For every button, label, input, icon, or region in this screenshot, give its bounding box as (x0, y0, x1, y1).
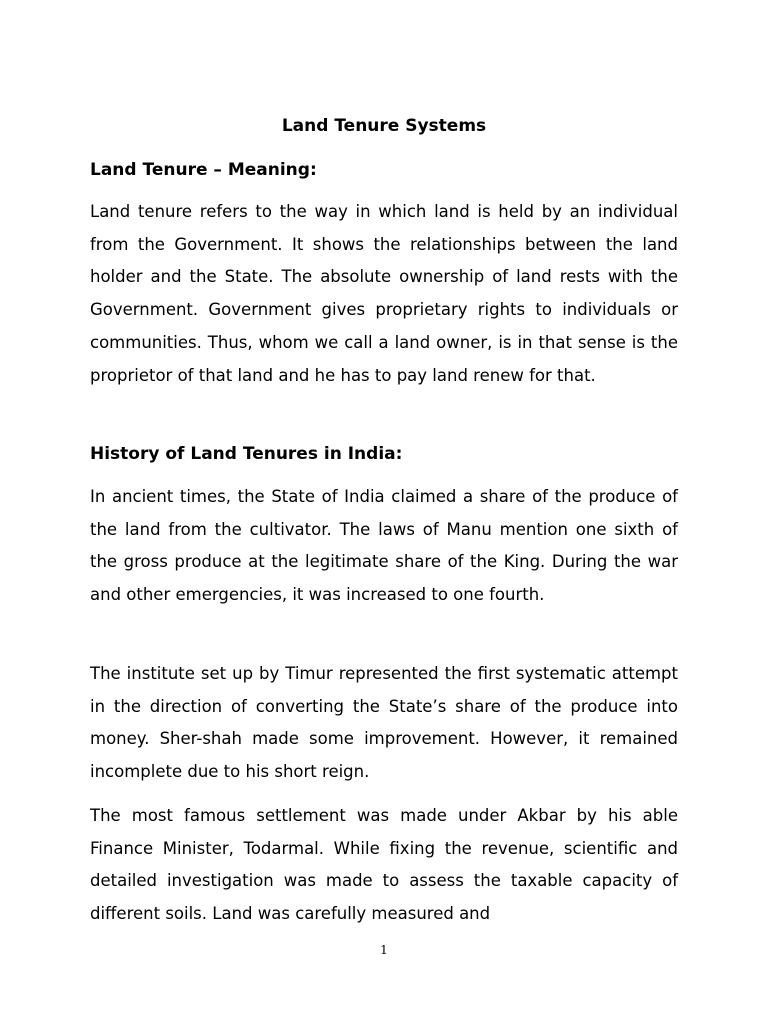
paragraph-land-tenure-meaning: Land tenure refers to the way in which land is held by an individual from the Government. It shows the relationships between the land holder and the State. The absolute ownership of land rests with the Government. Government gives proprietary rights to individuals or communities. Thus, whom we call a land owner, is in that sense is the proprietor of that land and he has to pay land renew for that. (90, 202, 678, 385)
page-number: 1 (380, 943, 388, 957)
paragraph-akbar-settlement: The most famous settlement was made under Akbar by his able Finance Minister, Todarmal. While fixing the revenue, scientific and detailed investigation was made to assess the taxable capacity of different soils. Land was carefully measured and (90, 806, 678, 924)
paragraph-timur: The institute set up by Timur represented the first systematic attempt in the direction of converting the State’s share of the produce into money. Sher-shah made some improvement. However, it remained incomplete due to his short reign. (90, 664, 678, 782)
paragraph-ancient-times: In ancient times, the State of India claimed a share of the produce of the land from the cultivator. The laws of Manu mention one sixth of the gross produce at the legitimate share of the King. During the war and other emergencies, it was increased to one fourth. (90, 487, 678, 605)
section-heading-meaning: Land Tenure – Meaning: (90, 160, 317, 180)
document-title: Land Tenure Systems (281, 116, 487, 136)
section-heading-history: History of Land Tenures in India: (90, 444, 403, 464)
